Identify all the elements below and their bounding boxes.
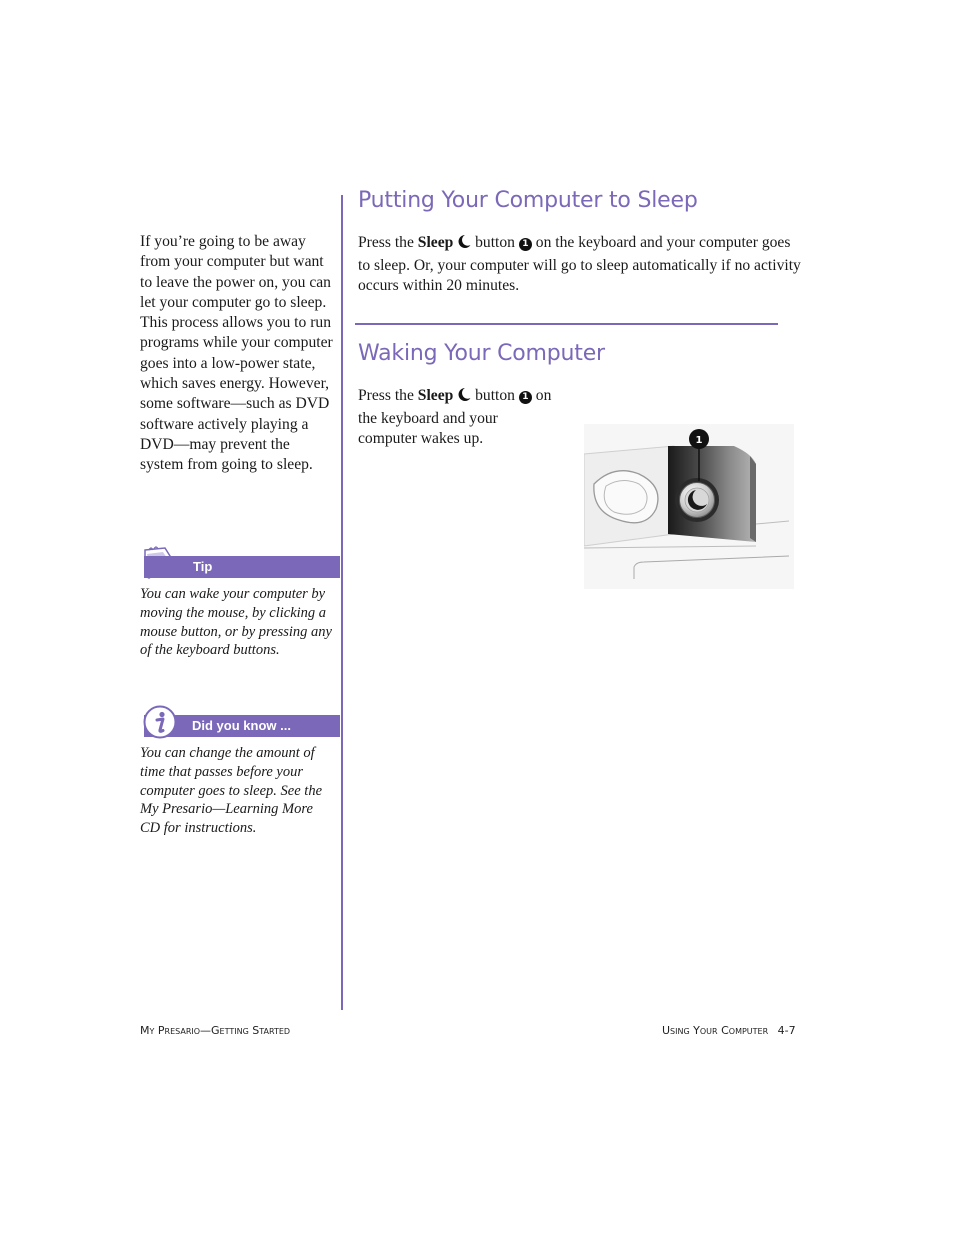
tip-header: [144, 556, 340, 578]
footer-section-title: Using Your Computer: [662, 1024, 769, 1037]
keyboard-sleep-button-figure: [584, 424, 794, 589]
sleep-bold-label: Sleep: [417, 387, 454, 404]
section-body-sleep: [358, 233, 803, 297]
info-icon: [143, 705, 179, 741]
tip-text: You can wake your computer by moving the mouse, by clicking a mouse button, or by pressing any of the keyboard buttons.: [140, 586, 332, 659]
body-text: on the keyboard and your computer goes to sleep. Or, your computer will go to sleep automatically if no activity occurs within 20 minutes.: [358, 234, 801, 294]
tip-label: Tip: [193, 559, 213, 574]
callout-number-badge: 1: [519, 391, 532, 404]
sidebar-intro-text: If you’re going to be away from your computer but want to leave the power on, you can let your computer go to sleep. This process allows you to run programs while your computer goes into a low-power state, which saves energy. However, some software—such as DVD software actively playing a DVD—may prevent the system from going to sleep.: [140, 233, 333, 474]
column-divider: [341, 195, 343, 1010]
body-text: button: [471, 387, 519, 404]
body-text: on the keyboard and your computer wakes up.: [358, 387, 552, 447]
callout-number-badge: 1: [519, 238, 532, 251]
page-number: 4-7: [777, 1024, 796, 1037]
footer-right: [662, 1024, 796, 1037]
footer-left: My Presario—Getting Started: [140, 1024, 291, 1037]
section-divider: [355, 323, 778, 325]
section-body-wake: [358, 386, 558, 450]
sleep-moon-icon: [457, 234, 471, 256]
figure-callout-number: 1: [695, 435, 703, 446]
section-heading-wake: Waking Your Computer: [358, 341, 605, 366]
sleep-bold-label: Sleep: [417, 234, 454, 251]
body-text: Press the: [358, 234, 418, 251]
body-text: Press the: [358, 387, 418, 404]
section-heading-sleep: Putting Your Computer to Sleep: [358, 188, 698, 213]
sleep-moon-icon: [457, 387, 471, 409]
did-you-know-text: You can change the amount of time that passes before your computer goes to sleep. See the My Presario—Learning More CD for instructions.: [140, 745, 323, 837]
body-text: button: [471, 234, 519, 251]
did-you-know-label: Did you know ...: [192, 718, 291, 733]
